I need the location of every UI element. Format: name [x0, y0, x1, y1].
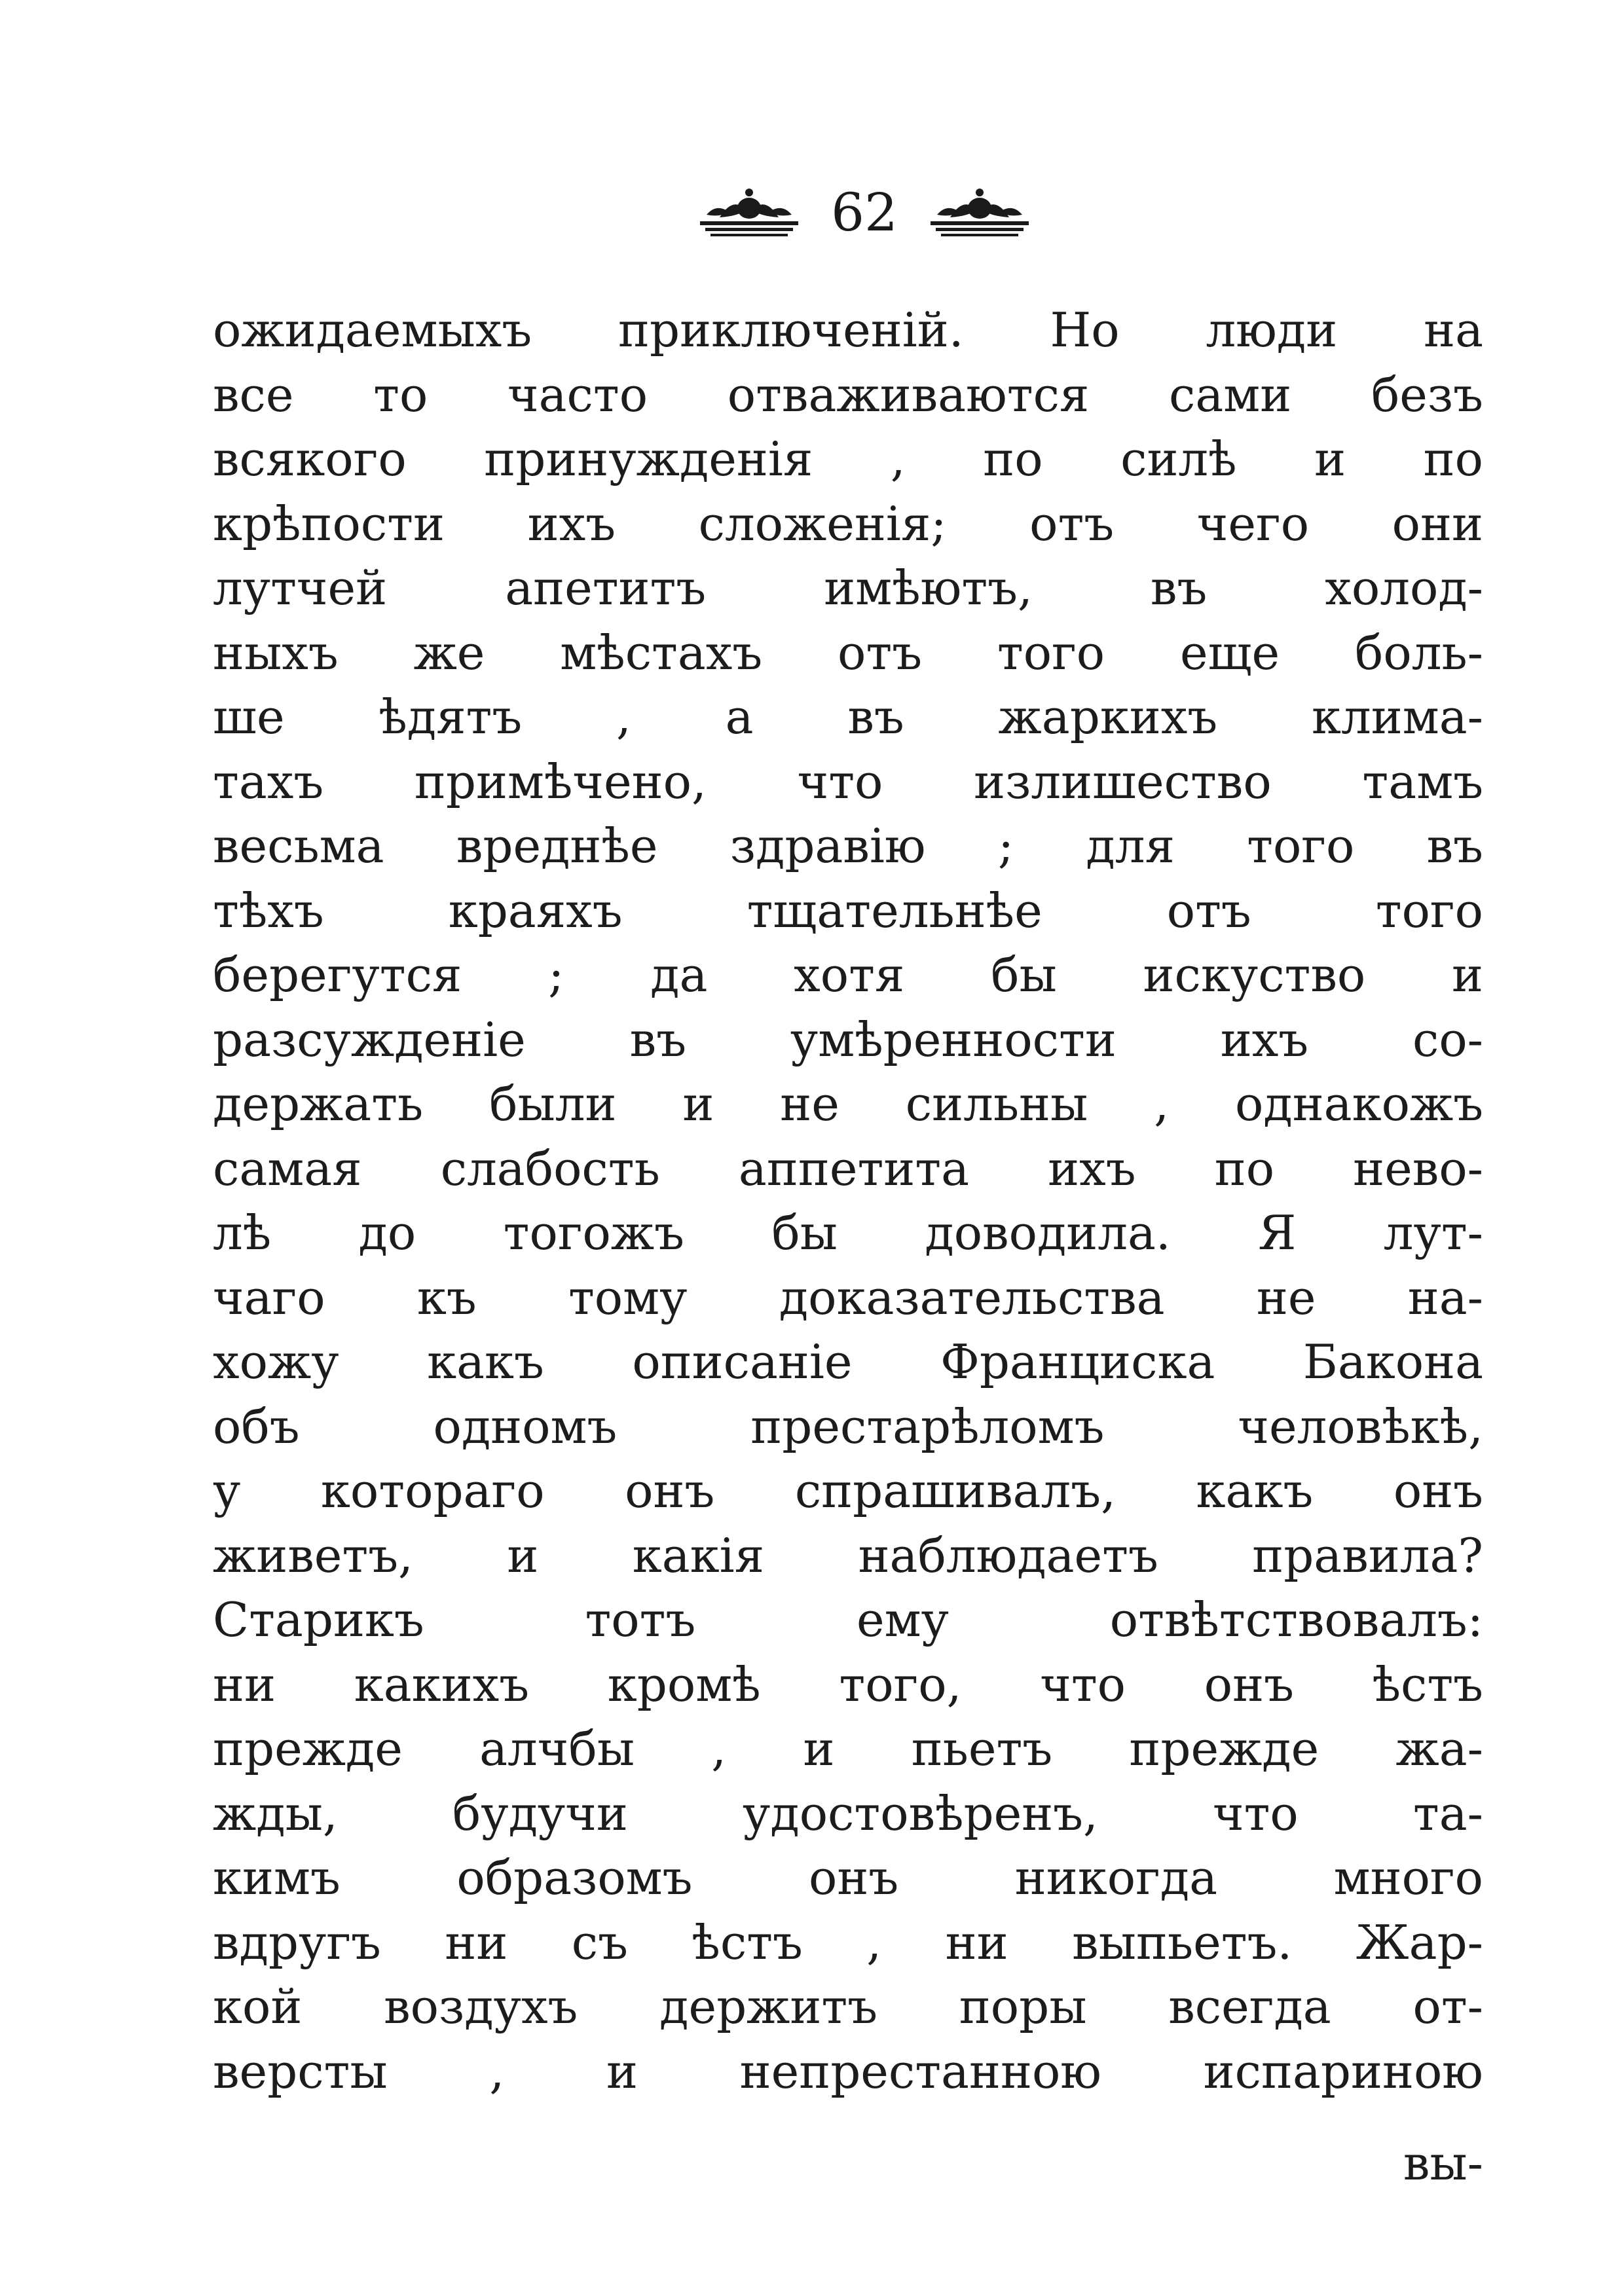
text-line: Старикъ тотъ ему отвѣтствовалъ:	[213, 1592, 1483, 1647]
text-line: держать были и не сильны , однакожъ	[213, 1076, 1483, 1131]
page-header	[681, 177, 1048, 249]
text-line: все то часто отваживаются сами безъ	[213, 367, 1483, 422]
text-line: ше ѣдятъ , а въ жаркихъ клима-	[213, 689, 1483, 744]
text-line: кимъ образомъ онъ никогда много	[213, 1850, 1483, 1905]
text-line: тахъ примѣчено, что излишество тамъ	[213, 754, 1483, 809]
text-line: жды, будучи удостовѣренъ, что та-	[213, 1785, 1483, 1841]
crown-ornament-icon	[693, 183, 805, 242]
text-line: у котораго онъ спрашивалъ, какъ онъ	[213, 1463, 1483, 1518]
text-line: самая слабость аппетита ихъ по нево-	[213, 1140, 1483, 1196]
page-number: 62	[831, 182, 898, 243]
text-line: лѣ до тогожъ бы доводила. Я лут-	[213, 1205, 1483, 1260]
crown-ornament-icon	[924, 183, 1035, 242]
body-text	[213, 298, 1483, 2104]
text-line: объ одномъ престарѣломъ человѣкѣ,	[213, 1398, 1483, 1454]
text-line: крѣпости ихъ сложенія; отъ чего они	[213, 496, 1483, 551]
text-line: вдругъ ни съ ѣстъ , ни выпьетъ. Жар-	[213, 1914, 1483, 1970]
catchword: вы-	[1403, 2136, 1483, 2191]
text-line: всякого принужденія , по силѣ и по	[213, 431, 1483, 486]
text-line: весьма вреднѣе здравію ; для того въ	[213, 818, 1483, 873]
text-line: ожидаемыхъ приключеній. Но люди на	[213, 302, 1483, 357]
text-line: кой воздухъ держитъ поры всегда от-	[213, 1979, 1483, 2034]
text-line: прежде алчбы , и пьетъ прежде жа-	[213, 1721, 1483, 1776]
text-line: живетъ, и какія наблюдаетъ правила?	[213, 1527, 1483, 1583]
text-line: хожу какъ описаніе Франциска Бакона	[213, 1334, 1483, 1389]
text-line: версты , и непрестанною испариною	[213, 2043, 1483, 2099]
text-line: берегутся ; да хотя бы искуство и	[213, 947, 1483, 1002]
text-line: чаго къ тому доказательства не на-	[213, 1269, 1483, 1325]
text-line: лутчей апетитъ имѣютъ, въ холод-	[213, 560, 1483, 615]
text-line: тѣхъ краяхъ тщательнѣе отъ того	[213, 883, 1483, 938]
text-line: ныхъ же мѣстахъ отъ того еще боль-	[213, 625, 1483, 680]
text-line: ни какихъ кромѣ того, что онъ ѣстъ	[213, 1656, 1483, 1712]
text-line: разсужденіе въ умѣренности ихъ со-	[213, 1011, 1483, 1067]
